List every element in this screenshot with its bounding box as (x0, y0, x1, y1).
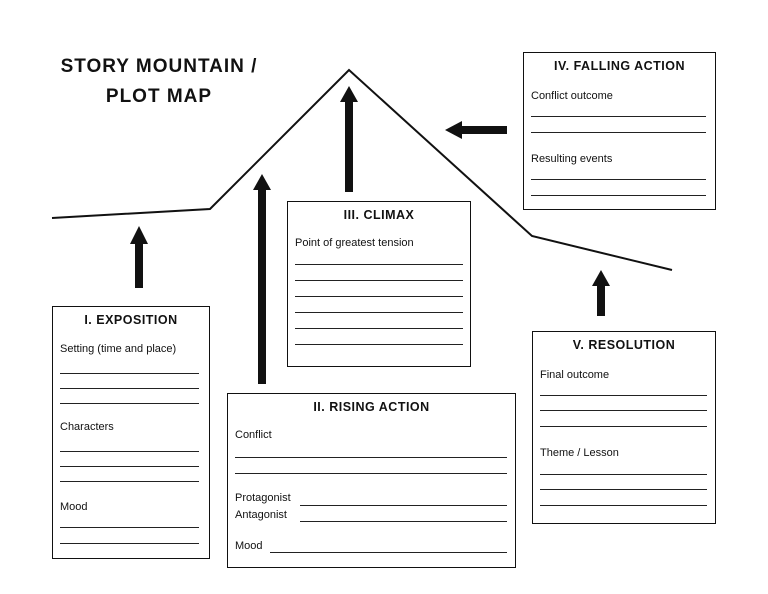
mood-label: Mood (60, 501, 88, 513)
exposition-box (52, 306, 210, 559)
exposition-heading: I. EXPOSITION (84, 313, 178, 327)
arrow-left-icon (445, 121, 507, 139)
theme-lesson-label: Theme / Lesson (540, 447, 619, 459)
final-outcome-line[interactable] (540, 410, 707, 411)
falling-action-heading: IV. FALLING ACTION (554, 59, 685, 73)
resolution-heading: V. RESOLUTION (572, 338, 676, 352)
antagonist-label: Antagonist (235, 509, 287, 521)
rising-action-box (227, 393, 516, 568)
final-outcome-line[interactable] (540, 395, 707, 396)
characters-line[interactable] (60, 481, 199, 482)
resulting-events-line[interactable] (531, 179, 706, 180)
tension-label: Point of greatest tension (295, 237, 414, 249)
resolution-box (532, 331, 716, 524)
tension-line[interactable] (295, 264, 463, 265)
tension-line[interactable] (295, 328, 463, 329)
protagonist-label: Protagonist (235, 492, 291, 504)
tension-line[interactable] (295, 296, 463, 297)
resulting-events-label: Resulting events (531, 153, 613, 165)
tension-line[interactable] (295, 344, 463, 345)
setting-line[interactable] (60, 403, 199, 404)
climax-box (287, 201, 471, 367)
setting-line[interactable] (60, 388, 199, 389)
conflict-outcome-line[interactable] (531, 116, 706, 117)
conflict-line[interactable] (235, 473, 507, 474)
resulting-events-line[interactable] (531, 195, 706, 196)
conflict-outcome-label: Conflict outcome (531, 90, 613, 102)
characters-label: Characters (60, 421, 114, 433)
mood-label: Mood (235, 540, 263, 552)
setting-label: Setting (time and place) (60, 343, 177, 355)
arrow-up-icon (340, 86, 358, 192)
theme-lesson-line[interactable] (540, 489, 707, 490)
antagonist-line[interactable] (300, 521, 507, 522)
rising-action-heading: II. RISING ACTION (313, 400, 430, 414)
conflict-outcome-line[interactable] (531, 132, 706, 133)
mood-line[interactable] (270, 552, 507, 553)
mood-line[interactable] (60, 527, 199, 528)
falling-action-box (523, 52, 716, 210)
tension-line[interactable] (295, 280, 463, 281)
arrow-up-icon (592, 270, 610, 316)
theme-lesson-line[interactable] (540, 505, 707, 506)
mood-line[interactable] (60, 543, 199, 544)
arrow-up-icon (253, 174, 271, 384)
conflict-label: Conflict (235, 429, 272, 441)
climax-heading: III. CLIMAX (343, 208, 415, 222)
arrow-up-icon (130, 226, 148, 288)
final-outcome-line[interactable] (540, 426, 707, 427)
characters-line[interactable] (60, 466, 199, 467)
protagonist-line[interactable] (300, 505, 507, 506)
characters-line[interactable] (60, 451, 199, 452)
final-outcome-label: Final outcome (540, 369, 610, 381)
page-title: STORY MOUNTAIN / PLOT MAP (60, 56, 258, 107)
theme-lesson-line[interactable] (540, 474, 707, 475)
conflict-line[interactable] (235, 457, 507, 458)
setting-line[interactable] (60, 373, 199, 374)
tension-line[interactable] (295, 312, 463, 313)
